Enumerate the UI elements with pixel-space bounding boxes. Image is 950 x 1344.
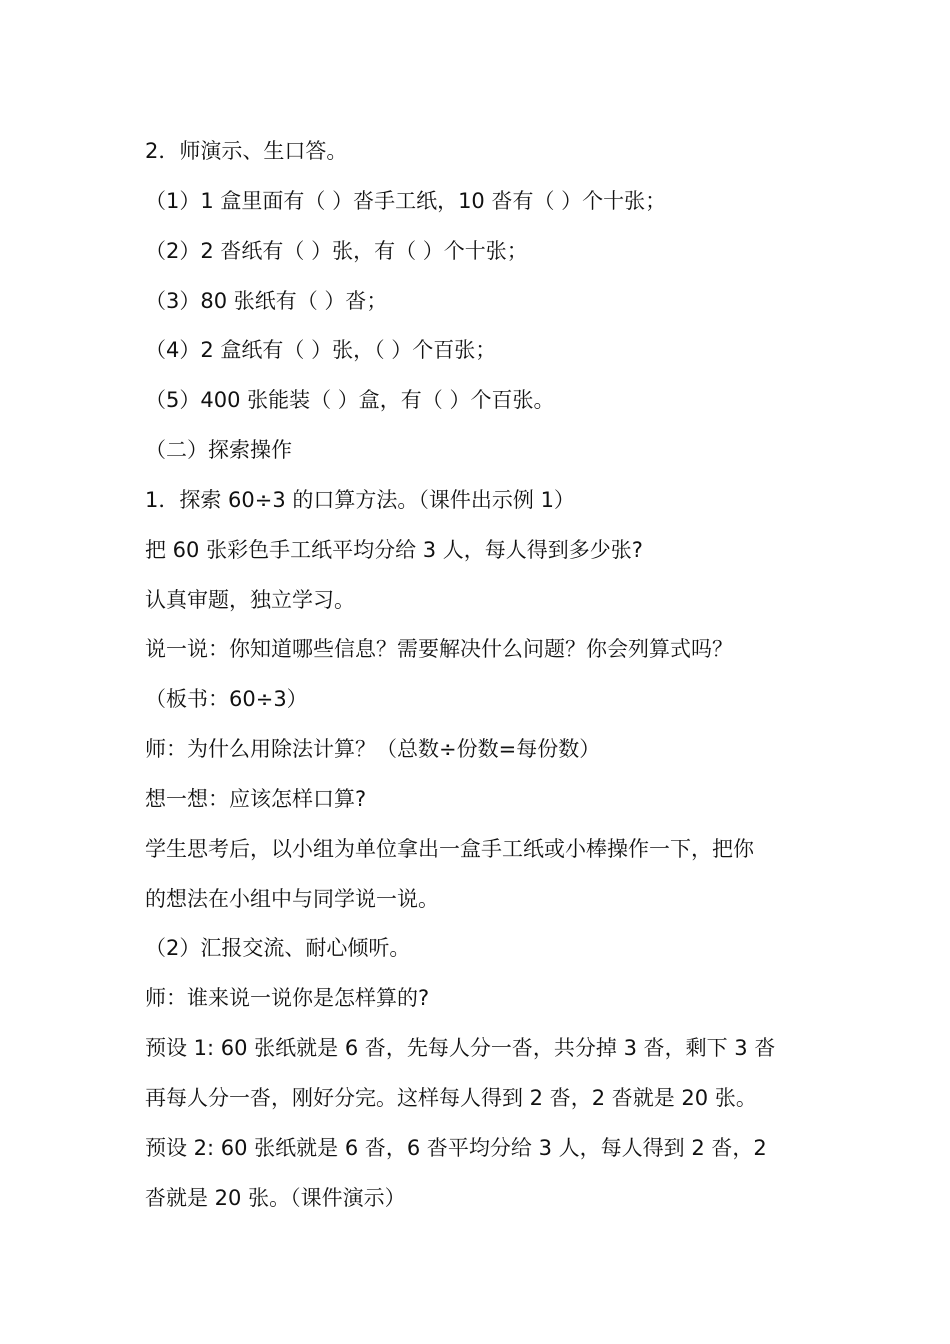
preset-2: 预设 2: 60 张纸就是 6 沓，6 沓平均分给 3 人，每人得到 2 沓，2	[145, 1136, 767, 1160]
example-problem: 把 60 张彩色手工纸平均分给 3 人，每人得到多少张?	[145, 538, 643, 562]
question-1: （1）1 盒里面有（ ）沓手工纸，10 沓有（ ）个十张；	[145, 189, 667, 213]
question-4: （4）2 盒纸有（ ）张，（ ）个百张；	[145, 338, 497, 362]
board-writing: （板书：60÷3）	[145, 687, 308, 711]
paragraph-study: 认真审题，独立学习。	[145, 588, 355, 612]
section-heading-explore: （二）探索操作	[145, 438, 292, 462]
heading-teacher-demo: 2．师演示、生口答。	[145, 139, 348, 163]
preset-1-cont: 再每人分一沓，刚好分完。这样每人得到 2 沓，2 沓就是 20 张。	[145, 1086, 757, 1110]
paragraph-group-work: 学生思考后，以小组为单位拿出一盒手工纸或小棒操作一下，把你	[145, 837, 754, 861]
teacher-question-method: 师：谁来说一说你是怎样算的?	[145, 986, 430, 1010]
explore-item-1: 1．探索 60÷3 的口算方法。（课件出示例 1）	[145, 488, 575, 512]
preset-2-cont: 沓就是 20 张。（课件演示）	[145, 1186, 406, 1210]
paragraph-discuss: 说一说：你知道哪些信息？需要解决什么问题？你会列算式吗？	[145, 637, 733, 661]
question-5: （5）400 张能装（ ）盒，有（ ）个百张。	[145, 388, 555, 412]
question-3: （3）80 张纸有（ ）沓；	[145, 289, 388, 313]
paragraph-think: 想一想：应该怎样口算?	[145, 787, 367, 811]
paragraph-group-work-cont: 的想法在小组中与同学说一说。	[145, 887, 439, 911]
question-2: （2）2 沓纸有（ ）张，有（ ）个十张；	[145, 239, 528, 263]
teacher-question-division: 师：为什么用除法计算？（总数÷份数=每份数）	[145, 737, 601, 761]
preset-1: 预设 1: 60 张纸就是 6 沓，先每人分一沓，共分掉 3 沓，剩下 3 沓	[145, 1036, 776, 1060]
report-heading: （2）汇报交流、耐心倾听。	[145, 936, 411, 960]
